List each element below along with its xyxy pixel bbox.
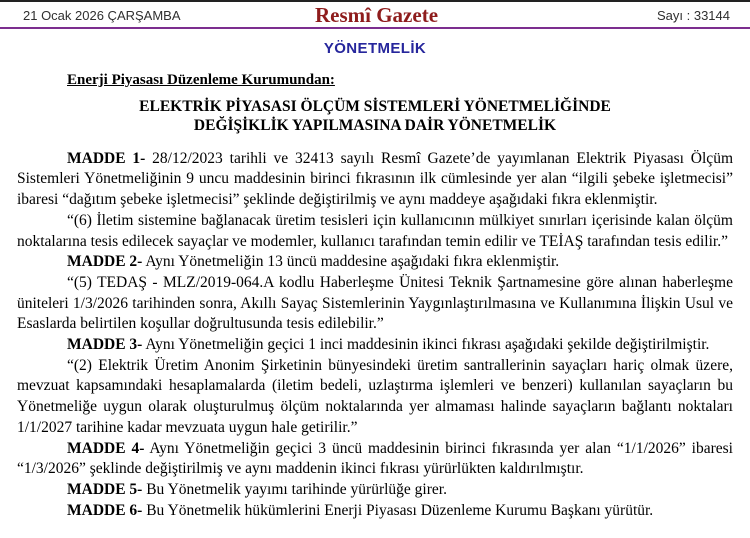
document-title-line1: ELEKTRİK PİYASASI ÖLÇÜM SİSTEMLERİ YÖNETMELİĞİNDE <box>139 97 611 115</box>
section-heading: YÖNETMELİK <box>323 40 427 57</box>
article-text: Bu Yönetmelik hükümlerini Enerji Piyasası Düzenleme Kurumu Başkanı yürütür. <box>142 501 654 519</box>
gazette-header <box>0 2 750 27</box>
article-text: Aynı Yönetmeliğin 13 üncü maddesine aşağıdaki fıkra eklenmiştir. <box>142 253 560 271</box>
authority-heading-text: Enerji Piyasası Düzenleme Kurumundan: <box>67 72 335 88</box>
article-paragraph <box>17 252 733 273</box>
authority-heading <box>17 70 733 91</box>
article-text: “(5) TEDAŞ - MLZ/2019-064.A kodlu Haberleşme Ünitesi Teknik Şartnamesine göre alınan haberleşme üniteleri 1/3/2026 tarihinden sonra, Akıllı Sayaç Sistemlerinin Yaygınlaştırılmasına ve Kullanımına İlişkin Usul ve Esaslarda belirtilen koşullar doğrultusunda tesis edilebilir.” <box>17 273 733 333</box>
document-title <box>17 97 733 135</box>
gazette-issue-number: Sayı : 33144 <box>657 7 730 23</box>
article-text: Aynı Yönetmeliğin geçici 3 üncü maddesinin birinci fıkrasında yer alan “1/1/2026” ibaresi “1/3/2026” şeklinde değiştirilmiş ve aynı maddenin ikinci fıkrası yürürlükten kaldırılmıştır. <box>17 439 733 478</box>
article-text: Aynı Yönetmeliğin geçici 1 inci maddesinin ikinci fıkrası aşağıdaki şekilde değiştirilmiştir. <box>142 336 710 354</box>
article-paragraph <box>17 439 733 480</box>
document-body <box>0 57 750 521</box>
article-paragraph <box>17 501 733 522</box>
gazette-date: 21 Ocak 2026 ÇARŞAMBA <box>23 7 181 23</box>
article-label: MADDE 4- <box>67 439 145 457</box>
article-text: Bu Yönetmelik yayımı tarihinde yürürlüğe girer. <box>142 480 447 498</box>
gazette-masthead: Resmî Gazete <box>314 2 439 27</box>
article-paragraph <box>17 480 733 501</box>
article-paragraph <box>17 149 733 211</box>
article-paragraph <box>17 211 733 252</box>
document-title-line2: DEĞİŞİKLİK YAPILMASINA DAİR YÖNETMELİK <box>193 116 557 134</box>
article-text: 28/12/2023 tarihli ve 32413 sayılı Resmî Gazete’de yayımlanan Elektrik Piyasası Ölçüm Sistemleri Yönetmeliğinin 9 uncu maddesinin birinci fıkrasının ilk cümlesinde yer alan “ilgili şebeke işletmecisi” ibaresi “dağıtım şebeke işletmecisi” şeklinde değiştirilmiş ve aynı maddeye aşağıdaki fıkra eklenmiştir. <box>17 149 733 209</box>
article-label: MADDE 1- <box>67 149 146 167</box>
article-label: MADDE 2- <box>67 253 143 271</box>
article-list <box>17 149 733 522</box>
article-paragraph <box>17 356 733 439</box>
article-paragraph <box>17 335 733 356</box>
article-text: “(2) Elektrik Üretim Anonim Şirketinin bünyesindeki üretim santrallerinin sayaçları hariç olmak üzere, mevzuat kapsamındaki hesaplamalarda (iletim bedeli, uzlaştırma işlemleri ve benzeri) kullanılan sayaçların bu Yönetmeliğe uygun olarak oluşturulmuş ölçüm noktalarında yer almaması halinde sayaçların bağlantı noktaları 1/1/2027 tarihine kadar mevzuata uygun hale getirilir.” <box>17 356 733 436</box>
article-paragraph <box>17 273 733 335</box>
article-label: MADDE 5- <box>67 480 143 498</box>
article-text: “(6) İletim sistemine bağlanacak üretim tesisleri için kullanıcının mülkiyet sınırları içerisinde kalan ölçüm noktalarına tesis edilecek sayaçlar ve modemler, kullanıcı tarafından temin edilir ve TEİAŞ tarafından tesis edilir.” <box>17 211 733 250</box>
article-label: MADDE 3- <box>67 336 143 354</box>
article-label: MADDE 6- <box>67 501 143 519</box>
